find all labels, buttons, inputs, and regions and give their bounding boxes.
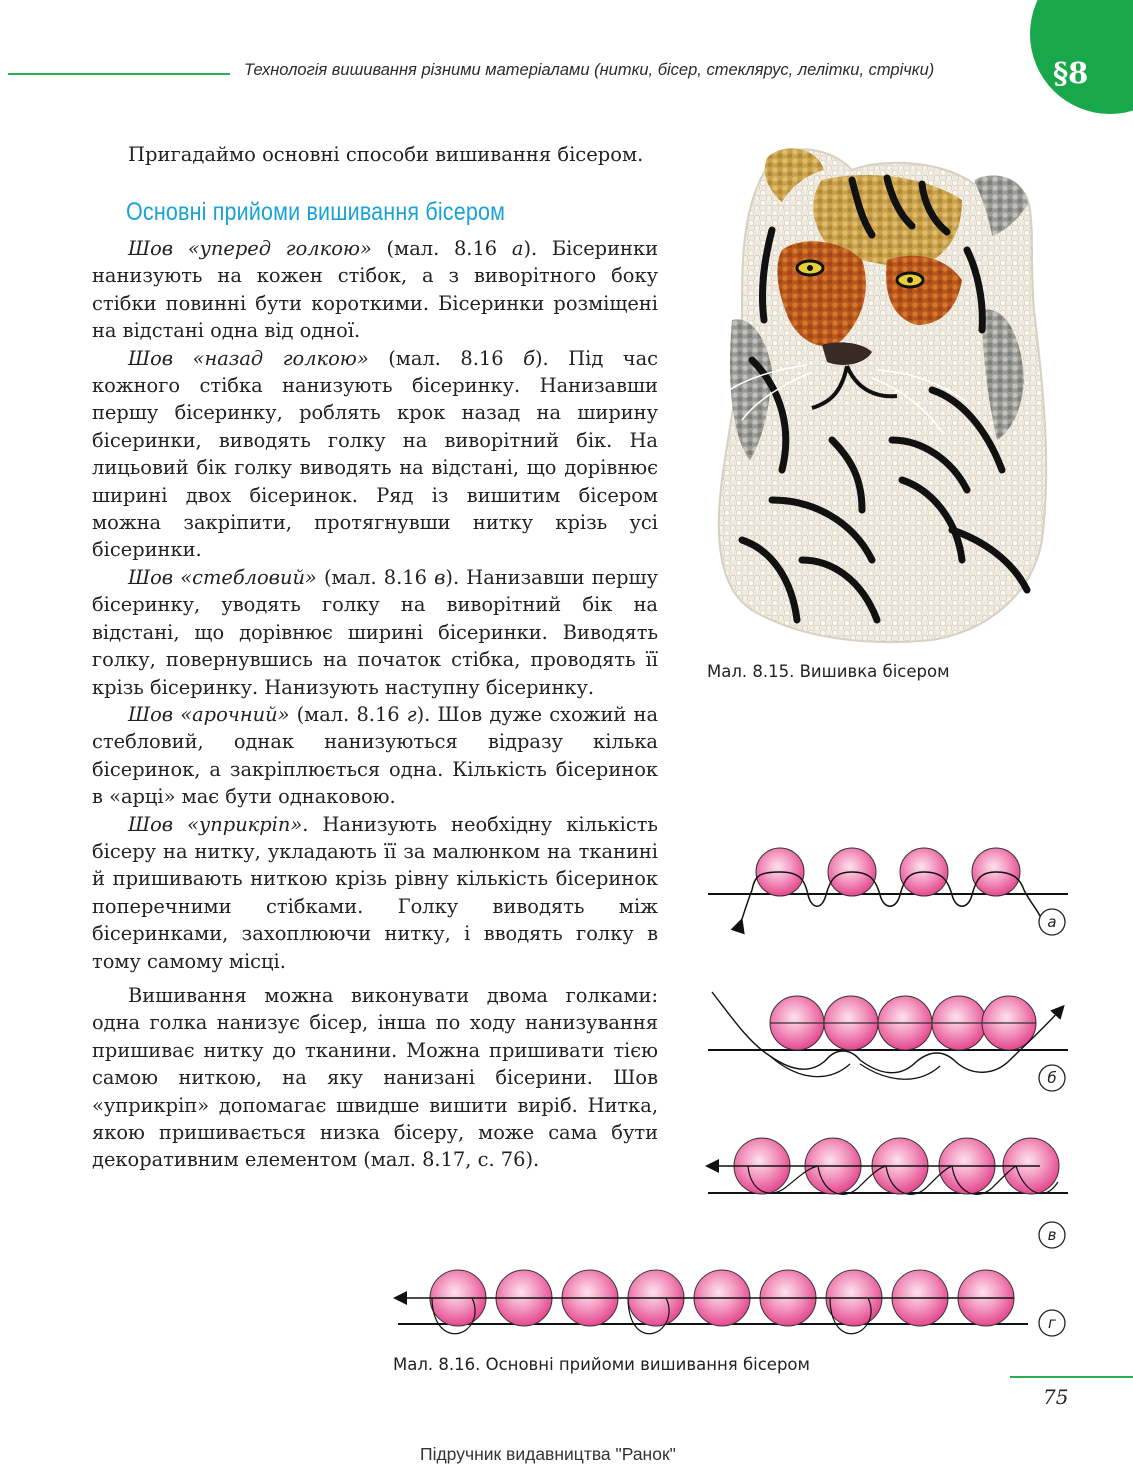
fig-ref-letter: г (406, 702, 417, 726)
figure-caption-tiger: Мал. 8.15. Вишивка бісером (707, 662, 950, 681)
fig-ref: (мал. 8.16 (289, 702, 407, 726)
paragraph-text: ). Бісеринки нанизують на кожен стібок, а з виворітного боку стібки повинні бути короткими. Бісеринки розміщені на відстані одна від одної. (92, 237, 658, 343)
paragraph-back-stitch (92, 345, 658, 564)
diagram-back-stitch (708, 992, 1068, 1091)
paragraph-arch-stitch (92, 701, 658, 811)
paragraph-text: ). Під час кожного стібка нанизують бісеринку. Нанизавши першу бісеринку, роблять крок назад на ширину бісеринки, виводять голку на виворітний бік. На лицьовий бік голку виводять на відстані, що дорівнює ширині двох бісеринок. Ряд із вишитим бісером можна закріпити, протягнувши нитку крізь усі бісеринки. (92, 346, 658, 562)
term: Шов «арочний» (128, 702, 290, 726)
paragraph-text: . Нанизують необхідну кількість бісеру на нитку, укладають її за малюнком на тканині й пришивають ниткою крізь рівну кількість бісеринок поперечними стібками. Голку виводять між бісеринками, захоплюючи нитку, і вводять голку в тому самому місці. (92, 812, 658, 973)
term: Шов «назад голкою» (128, 346, 369, 370)
header-rule (8, 73, 230, 75)
fig-ref: (мал. 8.16 (368, 346, 524, 370)
section-heading: Основні прийоми вишивання бісером (126, 198, 506, 226)
fig-ref-letter: в (434, 565, 446, 589)
term: Шов «стебловий» (128, 565, 317, 589)
section-tab-label: §8 (1053, 56, 1089, 90)
paragraph-stem-stitch (92, 564, 658, 701)
fig-ref: (мал. 8.16 (371, 237, 512, 260)
term: Шов «уперед голкою» (128, 237, 372, 260)
diagram-stem-stitch (708, 1138, 1068, 1248)
diagram-forward-stitch (708, 848, 1068, 935)
page-number: 75 (1043, 1385, 1069, 1409)
paragraph-text: Вишивання можна виконувати двома голками: одна голка нанизує бісер, інша по ходу нанизування пришиває нитку до тканини. Можна пришивати тією самою ниткою, на яку нанизані бісерини. Шов «уприкріп» допомагає швидше вишити виріб. Нитка, якою пришивається низка бісеру, може сама бути декоративним елементом (мал. 8.17, с. 76). (92, 983, 658, 1172)
term: Шов «уприкріп» (128, 812, 303, 836)
intro-text: Пригадаймо основні способи вишивання бісером. (128, 143, 644, 166)
stitch-diagrams (0, 820, 1133, 1360)
figure-caption-stitches: Мал. 8.16. Основні прийоми вишивання бісером (393, 1355, 810, 1374)
paragraph-text: ). Нанизавши першу бісеринку, уводять голку на виворітний бік на відстані, що дорівнює ширині бісеринки. Виводять голку, повернувшись на початок стібка, проводять її крізь бісеринку. Нанизують наступну бісеринку. (92, 565, 658, 699)
footer-rule (1010, 1376, 1133, 1378)
fig-ref-letter: а (511, 237, 524, 260)
tiger-beadwork-image (712, 140, 1072, 648)
fig-ref-letter: б (523, 346, 535, 370)
publisher-note: Підручник видавництва "Ранок" (420, 1444, 676, 1464)
label-v: в (1047, 1226, 1057, 1244)
diagram-arch-stitch (398, 1270, 1065, 1336)
running-title: Технологія вишивання різними матеріалами (нитки, бісер, стеклярус, лелітки, стрічки) (244, 61, 935, 79)
fig-ref: (мал. 8.16 (316, 565, 435, 589)
label-b: б (1047, 1069, 1057, 1087)
label-a: а (1047, 913, 1057, 931)
label-g: г (1048, 1314, 1056, 1332)
paragraph-text: ). Шов дуже схожий на стебловий, однак нанизуються відразу кілька бісеринок, а закріплюється одна. Кількість бісеринок в «арці» має бути однаковою. (92, 702, 659, 809)
paragraph-forward-stitch (92, 235, 658, 345)
